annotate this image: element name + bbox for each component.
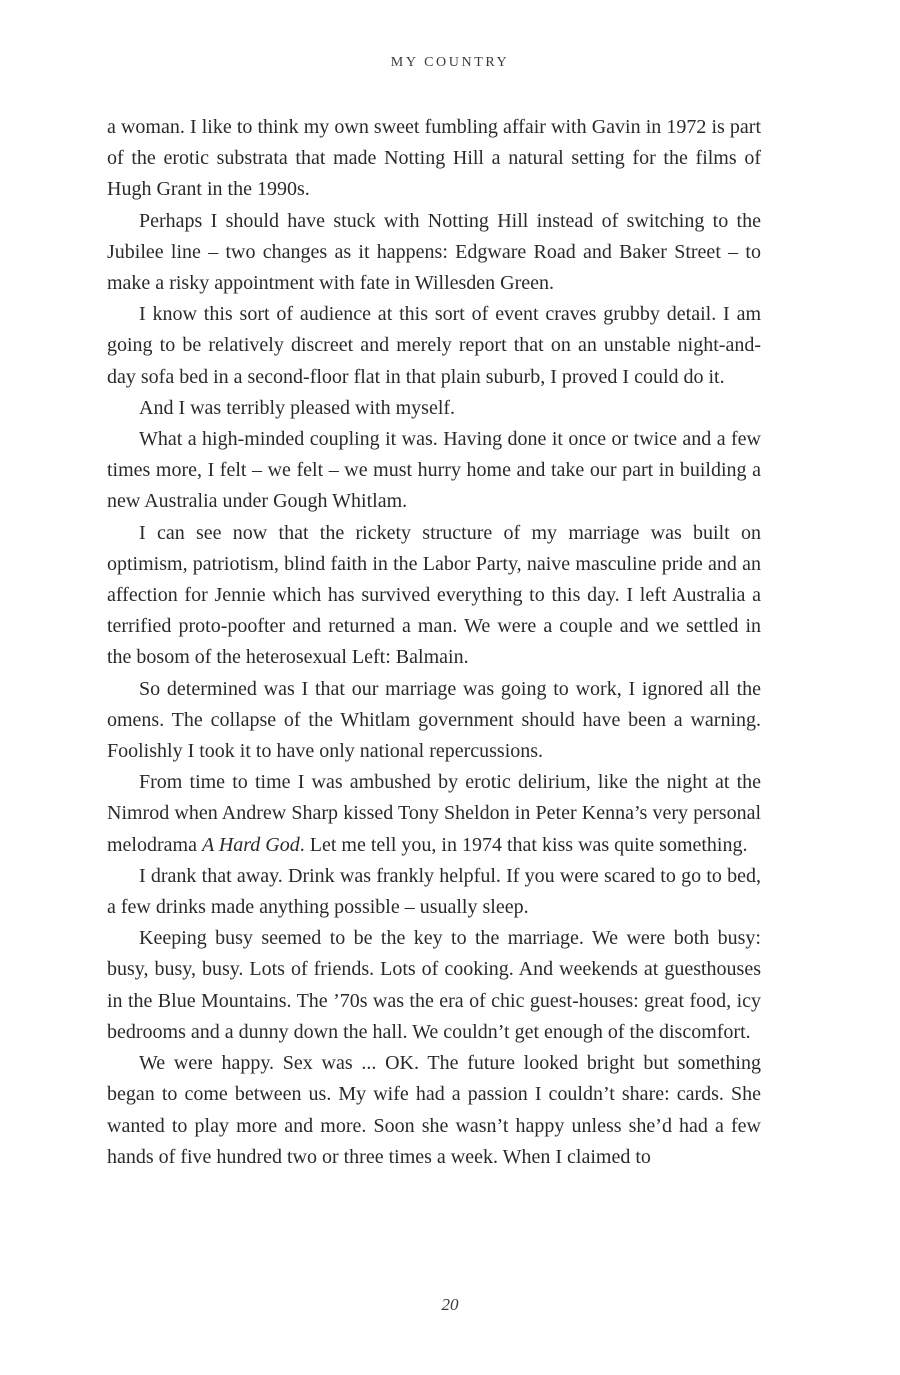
play-title: A Hard God [201,833,300,856]
page-number: 20 [441,1295,459,1314]
paragraph: I drank that away. Drink was frankly helpful. If you were scared to go to bed, a few drinks made anything possible – usually sleep. [107,864,761,919]
paragraph: Perhaps I should have stuck with Notting Hill instead of switching to the Jubilee line – two changes as it happens: Edgware Road and Baker Street – to make a risky appointment with fate in Willesden Green. [107,209,761,295]
paragraph-text: . Let me tell you, in 1974 that kiss was quite something. [299,833,748,856]
paragraph: I can see now that the rickety structure of my marriage was built on optimism, patriotism, blind faith in the Labor Party, naive masculine pride and an affection for Jennie which has survived everything to this day. I left Australia a terrified proto-poofter and returned a man. We were a couple and we settled in the bosom of the heterosexual Left: Balmain. [107,521,761,669]
paragraph: What a high-minded coupling it was. Having done it once or twice and a few times more, I felt – we felt – we must hurry home and take our part in building a new Australia under Gough Whitlam. [107,428,761,513]
paragraph [107,767,761,861]
paragraph: We were happy. Sex was ... OK. The future looked bright but something began to come between us. My wife had a passion I couldn’t share: cards. She wanted to play more and more. Soon she wasn’t happy unless she’d had a few hands of five hundred two or three times a week. When I claimed to [107,1052,761,1168]
body-text [107,112,761,1173]
paragraph: So determined was I that our marriage was going to work, I ignored all the omens. The collapse of the Whitlam government should have been a warning. Foolishly I took it to have only national repercussions. [107,677,761,763]
paragraph: Keeping busy seemed to be the key to the marriage. We were both busy: busy, busy, busy. Lots of friends. Lots of cooking. And weekends at guesthouses in the Blue Mountains. The ’70s was the era of chic guest-houses: great food, icy bedrooms and a dunny down the hall. We couldn’t get enough of the discomfort. [107,927,761,1043]
paragraph: a woman. I like to think my own sweet fumbling affair with Gavin in 1972 is part of the erotic substrata that made Notting Hill a natural setting for the films of Hugh Grant in the 1990s. [107,116,761,201]
paragraph-text: From time to time I was ambushed by erotic delirium, like the night at the Nimrod when Andrew Sharp kissed Tony Sheldon in Peter Kenna’s very personal melodrama [107,771,761,856]
running-head: MY COUNTRY [390,55,510,70]
paragraph: I know this sort of audience at this sort of event craves grubby detail. I am going to be relatively discreet and merely report that on an unstable night-and-day sofa bed in a second-floor flat in that plain suburb, I proved I could do it. [107,303,761,388]
paragraph: And I was terribly pleased with myself. [139,396,456,419]
